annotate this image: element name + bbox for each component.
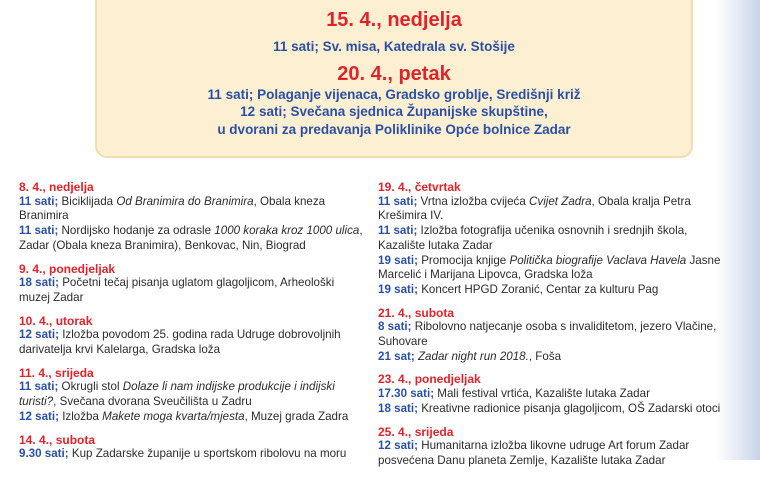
event-day xyxy=(19,180,364,254)
event-item xyxy=(378,254,723,283)
highlight-line-1: 11 sati; Sv. misa, Katedrala sv. Stošije xyxy=(273,39,515,54)
event-item xyxy=(19,195,364,224)
event-item xyxy=(378,402,723,417)
events-left-column xyxy=(19,180,364,470)
event-item xyxy=(378,283,723,298)
event-time: 19 sati; xyxy=(378,253,418,267)
event-day xyxy=(19,262,364,306)
event-text: Mali festival vrtića, Kazalište lutaka Zadar xyxy=(434,387,650,401)
event-day xyxy=(19,314,364,358)
event-text: Izložba povodom 25. godina rada Udruge dobrovoljnih darivatelja krvi Kalelarga, Gradska loža xyxy=(19,328,341,357)
event-text: Početni tečaj pisanja uglatom glagoljicom, Arheološki muzej Zadar xyxy=(19,276,335,304)
event-day xyxy=(378,372,723,416)
event-date: 21. 4., subota xyxy=(378,305,455,320)
event-time: 9.30 sati; xyxy=(19,447,69,461)
event-time: 11 sati; xyxy=(378,194,418,208)
event-time: 21 sat; xyxy=(378,349,415,363)
event-time: 11 sati; xyxy=(19,224,59,238)
event-time: 19 sati; xyxy=(378,282,418,296)
event-text: Humanitarna izložba likovne udruge Art forum Zadar posvećena Danu planeta Zemlje, Kazalište lutaka Zadar xyxy=(378,439,690,467)
event-date: 9. 4., ponedjeljak xyxy=(19,261,116,276)
highlight-line-3: 12 sati; Svečana sjednica Županijske skupštine, xyxy=(240,104,548,119)
highlight-box xyxy=(95,0,693,158)
highlight-date-1: 15. 4., nedjelja xyxy=(326,9,462,31)
event-day xyxy=(378,180,723,298)
event-time: 17.30 sati; xyxy=(378,387,435,401)
event-item xyxy=(378,195,723,224)
event-item xyxy=(378,224,723,253)
event-text: Koncert HPGD Zoranić, Centar za kulturu Pag xyxy=(417,282,659,296)
event-text: Nordijsko hodanje za odrasle 1000 koraka kroz 1000 ulica, Zadar (Obala kneza Branimira), Benkovac, Nin, Biograd xyxy=(19,224,363,252)
event-day xyxy=(19,433,364,462)
event-time: 11 sati; xyxy=(19,380,59,394)
event-text: Zadar night run 2018., Foša xyxy=(417,349,562,363)
events-right-column xyxy=(378,180,723,477)
event-text: Kreativne radionice pisanja glagoljicom, OŠ Zadarski otoci xyxy=(417,401,721,415)
event-date: 23. 4., ponedjeljak xyxy=(378,372,481,387)
event-day xyxy=(19,366,364,425)
event-date: 25. 4., srijeda xyxy=(378,424,454,439)
highlight-date-2: 20. 4., petak xyxy=(337,62,451,85)
event-date: 11. 4., srijeda xyxy=(19,365,94,380)
event-text: Vrtna izložba cvijeća Cvijet Zadra, Obala kralja Petra Krešimira IV. xyxy=(378,194,691,223)
event-time: 11 sati; xyxy=(378,224,418,238)
event-item xyxy=(19,328,364,357)
event-date: 14. 4., subota xyxy=(19,432,96,447)
event-text: Okrugli stol Dolaze li nam indijske produkcije i indijski turisti?, Svečana dvorana Sveučilišta u Zadru xyxy=(19,380,335,409)
event-time: 18 sati; xyxy=(378,401,418,415)
event-time: 12 sati; xyxy=(19,409,59,423)
event-time: 12 sati; xyxy=(19,328,59,342)
highlight-line-4: u dvorani za predavanja Poliklinike Opće bolnice Zadar xyxy=(217,121,571,137)
event-day xyxy=(378,425,723,469)
event-time: 12 sati; xyxy=(378,439,418,453)
event-date: 19. 4., četvrtak xyxy=(378,180,461,194)
event-time: 8 sati; xyxy=(378,320,412,334)
event-item xyxy=(378,387,723,402)
event-text: Biciklijada Od Branimira do Branimira, Obala kneza Branimira xyxy=(19,194,326,223)
event-item xyxy=(378,320,723,349)
event-text: Promocija knjige Politička biografije Vaclava Havela Jasne Marcelić i Marijana Lipovca, Gradska loža xyxy=(378,253,721,282)
event-text: Kup Zadarske županije u sportskom ribolovu na moru xyxy=(68,447,347,461)
event-time: 18 sati; xyxy=(19,276,59,290)
event-item xyxy=(19,410,364,425)
event-item xyxy=(378,439,723,468)
event-time: 11 sati; xyxy=(19,194,59,208)
event-day xyxy=(378,306,723,365)
event-text: Ribolovno natjecanje osoba s invaliditetom, jezero Vlačine, Suhovare xyxy=(378,320,717,349)
event-item xyxy=(19,224,364,253)
event-item xyxy=(378,350,723,365)
event-date: 8. 4., nedjelja xyxy=(19,180,94,194)
highlight-line-2: 11 sati; Polaganje vijenaca, Gradsko groblje, Središnji križ xyxy=(207,86,581,102)
event-item xyxy=(19,276,364,305)
event-item xyxy=(19,380,364,409)
event-date: 10. 4., utorak xyxy=(19,313,93,328)
event-text: Izložba Makete moga kvarta/mjesta, Muzej grada Zadra xyxy=(58,409,349,423)
event-text: Izložba fotografija učenika osnovnih i srednjih škola, Kazalište lutaka Zadar xyxy=(378,224,688,252)
